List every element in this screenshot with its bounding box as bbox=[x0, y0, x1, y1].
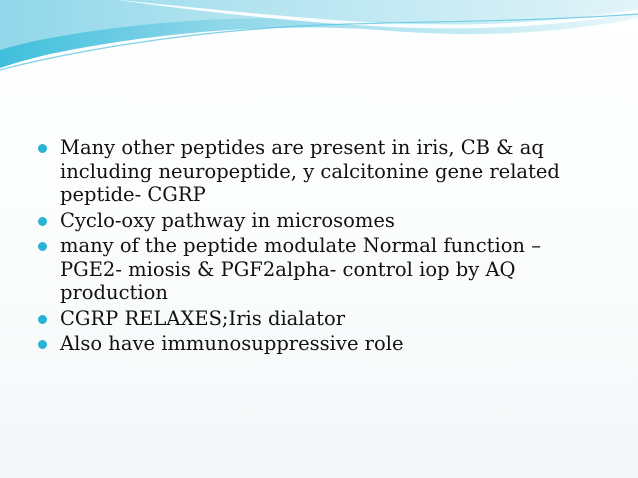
bullet-text: many of the peptide modulate Normal function – PGE2- miosis & PGF2alpha- control iop by AQ production bbox=[60, 234, 541, 304]
bullet-text: CGRP RELAXES;Iris dialator bbox=[60, 306, 346, 330]
bullet-dot-icon bbox=[38, 315, 47, 324]
header-wave-decoration bbox=[0, 0, 638, 80]
bullet-dot-icon bbox=[38, 144, 47, 153]
bullet-item bbox=[38, 332, 598, 356]
bullet-text: Many other peptides are present in iris, CB & aq including neuropeptide, y calcitonine gene related peptide- CGRP bbox=[60, 136, 560, 206]
bullet-text: Also have immunosuppressive role bbox=[60, 332, 404, 355]
bullet-dot-icon bbox=[38, 217, 47, 226]
bullet-list bbox=[38, 136, 598, 358]
bullet-item bbox=[38, 234, 598, 305]
bullet-dot-icon bbox=[38, 242, 47, 251]
bullet-text: Cyclo-oxy pathway in microsomes bbox=[60, 208, 395, 232]
bullet-item bbox=[38, 209, 598, 233]
bullet-item bbox=[38, 136, 598, 207]
bullet-dot-icon bbox=[38, 340, 47, 349]
bullet-item bbox=[38, 307, 598, 331]
